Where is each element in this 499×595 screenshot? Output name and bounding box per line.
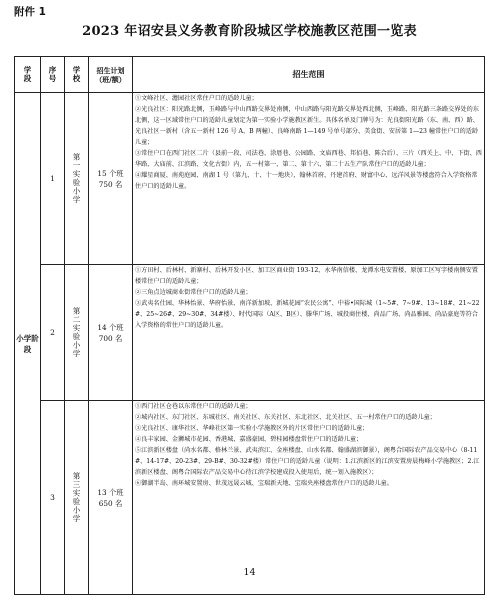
area-cell: ①西门社区仓巷以东常住户口的适龄儿童； ②城内社区、东门社区、东城社区、南关社区、东关社区、东北社区、北关社区、五一村常住户口的适龄儿童； ③光良社区、康华社区、华峰社区第一实验小学施教区外的片区常住户口的适龄儿童； ④良丰家园、金狮城市花园、香港城、嘉盛豪园、碧桂园楼盘常住户口的适龄儿童； ⑤江滨新区楼盘（尚水名都、格林兰景、武夷滨江、金座楼盘、山水名都、翰盛湖滨御景），阁粤合国际农产品交易中心（8-11#、14-17#、20-23#、29-B#、30-32#楼）常住户口的适龄儿童（说明：1.江滨新区的江滨安置房晨梅峰小学施教区；2.江滨新区楼盘、阁粤合国际农产品交易中心待江滨学校建成投入使用后，统一划入施教区）； ⑥御湖半岛、南环城安置房、世茂远晟云城、宝瑞新天地、宝瑞央座楼盘常住户口的适龄儿童。	[133, 401, 485, 595]
area-cell: ①方田村、后林村、新寨村、后林开发小区、加工区商业街 193-12、永华南信楼、龙潭水电安置楼、原加工区写字楼南侧安置楼常住户口的适龄儿童； ②三角点边城商业街常住户口的适龄儿童； ③武夷名仕园、华林怡景、华府怡景、南洋新加坡、新城花园“农民公寓”、中裕•国际城（1~5#、7~9#、13~18#、21~22#、25~26#、29~30#、34#楼）、时代国际（A区、B区）、滕华广场、城投商住楼、尚品广场、尚品雅园、尚品豪庭等符合入学资格的常住户口的适龄儿童。	[133, 265, 485, 401]
stage-cell: 小学阶段	[15, 93, 41, 595]
table-row	[15, 93, 485, 265]
seq-cell: 3	[41, 401, 65, 595]
header-plan: 招生计划（班/额）	[89, 57, 133, 93]
header-stage: 学段	[15, 57, 41, 93]
plan-cell: 13 个班 650 名	[89, 401, 133, 595]
enrollment-table	[14, 56, 485, 595]
table-row	[15, 265, 485, 401]
table-header-row	[15, 57, 485, 93]
table-row	[15, 401, 485, 595]
seq-cell: 2	[41, 265, 65, 401]
page-title: 2023 年诏安县义务教育阶段城区学校施教区范围一览表	[82, 24, 417, 39]
seq-cell: 1	[41, 93, 65, 265]
school-cell: 第二实验小学	[65, 265, 89, 401]
header-school: 学校	[65, 57, 89, 93]
plan-cell: 14 个班 700 名	[89, 265, 133, 401]
attachment-label: 附件 1	[14, 6, 46, 18]
header-seq: 序号	[41, 57, 65, 93]
header-area: 招生范围	[133, 57, 485, 93]
plan-cell: 15 个班 750 名	[89, 93, 133, 265]
page-number: 14	[243, 567, 256, 578]
area-cell: ①文峰社区、澹园社区常住户口的适龄儿童； ②光良社区：阳光路北侧，玉峰路与中山西路交界处南侧，中山西路与阳光路交界处西北侧，玉峰路、阳光路三条路交界处的东北侧，这一区域常住户口的适龄儿童划定为第一实验小学施教区新生。具体名单及门牌号为：光良街阳光路（东、南、西）路、光良社区一新村（含五一新村 126 号 A、B 两幢）、良峰南路 1—149 号单号部分、美食街、安居第 1—23 幢常住户口的适龄儿童； ③常住户口在西门社区二片（县前一段、司法巷、涂厝巷、公园路、文庙西巷、邦佰巷、陈合后）、三片（西关上、中、下街、西华路、大庙前、江滨路、文化古街）内，五一村第一、第二、第十六、第二十五生产队常住户口的适龄儿童； ④耀星商厦、南苑庭园、南湖 1 号（第九、十、十一地块），翰林首府、丹建首府、财富中心、远洋风景等楼盘符合入学资格常住户口的适龄儿童。	[133, 93, 485, 265]
school-cell: 第三实验小学	[65, 401, 89, 595]
school-cell: 第一实验小学	[65, 93, 89, 265]
